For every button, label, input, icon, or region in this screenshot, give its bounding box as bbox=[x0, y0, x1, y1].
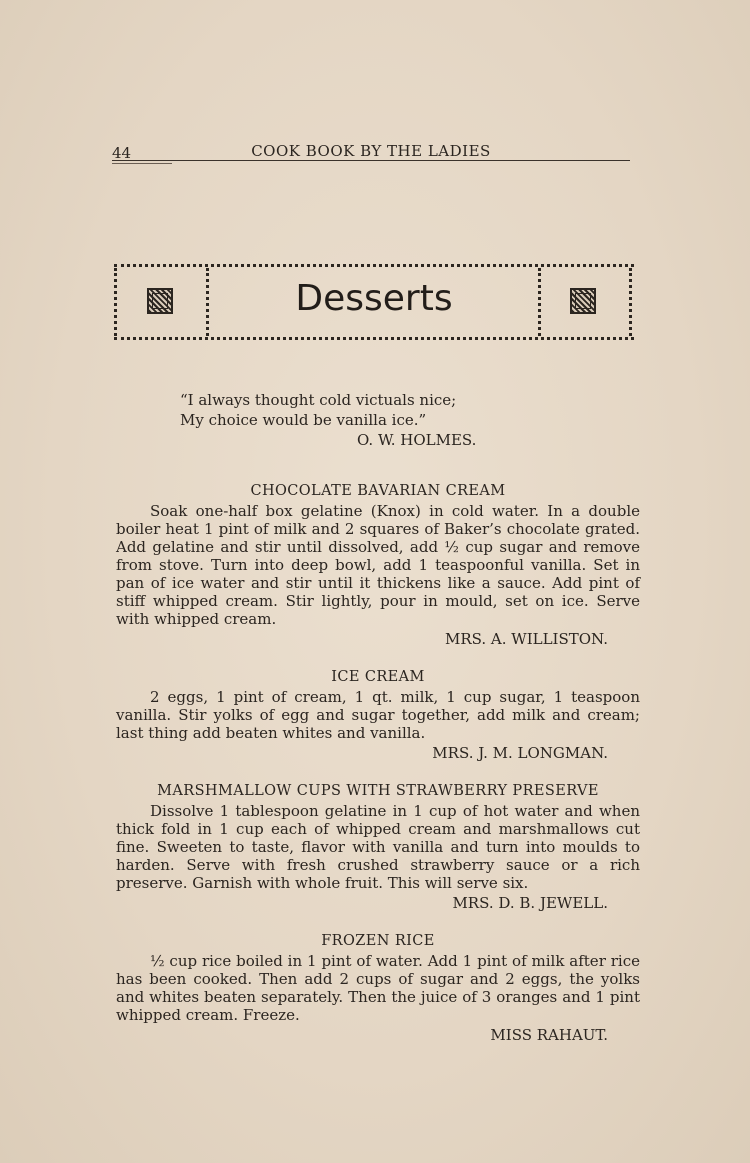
banner-right-edge bbox=[629, 268, 632, 336]
recipe-title: CHOCOLATE BAVARIAN CREAM bbox=[250, 483, 506, 499]
recipe-title: MARSHMALLOW CUPS WITH STRAWBERRY PRESERVE bbox=[157, 783, 599, 799]
epigraph-attribution: O. W. HOLMES. bbox=[357, 431, 477, 449]
recipe-body: Dissolve 1 tablespoon gelatine in 1 cup of hot water and when thick fold in 1 cup each of whipped cream and marshmallows cut fine. Sweeten to taste, flavor with vanilla and turn into moulds to harden. Serve with fresh crushed strawberry sauce or a rich preserve. Garnish with whole fruit. This will serve six. bbox=[116, 802, 640, 892]
epigraph bbox=[180, 390, 520, 450]
recipe-author: MRS. A. WILLISTON. bbox=[444, 630, 608, 648]
recipe-author: MRS. D. B. JEWELL. bbox=[452, 894, 608, 912]
recipe-title: ICE CREAM bbox=[331, 669, 425, 685]
recipe bbox=[116, 782, 640, 912]
recipe bbox=[116, 932, 640, 1044]
recipe bbox=[116, 668, 640, 762]
recipe-author: MRS. J. M. LONGMAN. bbox=[432, 744, 608, 762]
ornament-square-icon bbox=[570, 288, 596, 314]
recipe-body: ½ cup rice boiled in 1 pint of water. Add 1 pint of milk after rice has been cooked. Then add 2 cups of sugar and 2 eggs, the yolks and whites beaten separately. Then the juice of 3 oranges and 1 pint whipped cream. Freeze. bbox=[116, 952, 640, 1024]
epigraph-line-2: My choice would be vanilla ice.” bbox=[180, 411, 427, 429]
recipe bbox=[116, 482, 640, 648]
banner-left-edge bbox=[114, 268, 117, 336]
section-title: Desserts bbox=[295, 278, 453, 319]
running-title: COOK BOOK BY THE LADIES bbox=[251, 142, 491, 160]
header-short-rule bbox=[112, 163, 172, 164]
recipe-author: MISS RAHAUT. bbox=[490, 1026, 608, 1044]
recipe-body: Soak one-half box gelatine (Knox) in cold water. In a double boiler heat 1 pint of milk and 2 squares of Baker’s chocolate grated. Add gelatine and stir until dissolved, add ½ cup sugar and remove from stove. Turn into deep bowl, add 1 teaspoonful vanilla. Set in pan of ice water and stir until it thickens like a sauce. Add pint of stiff whipped cream. Stir lightly, pour in mould, set on ice. Serve with whipped cream. bbox=[116, 502, 640, 628]
recipe-body: 2 eggs, 1 pint of cream, 1 qt. milk, 1 cup sugar, 1 teaspoon vanilla. Stir yolks of egg and sugar together, add milk and cream; last thing add beaten whites and vanilla. bbox=[116, 688, 640, 742]
epigraph-line-1: “I always thought cold victuals nice; bbox=[180, 391, 457, 409]
recipe-title: FROZEN RICE bbox=[321, 933, 435, 949]
section-banner bbox=[114, 264, 634, 340]
ornament-square-icon bbox=[147, 288, 173, 314]
page-number: 44 bbox=[112, 144, 132, 162]
header-rule bbox=[112, 160, 630, 161]
